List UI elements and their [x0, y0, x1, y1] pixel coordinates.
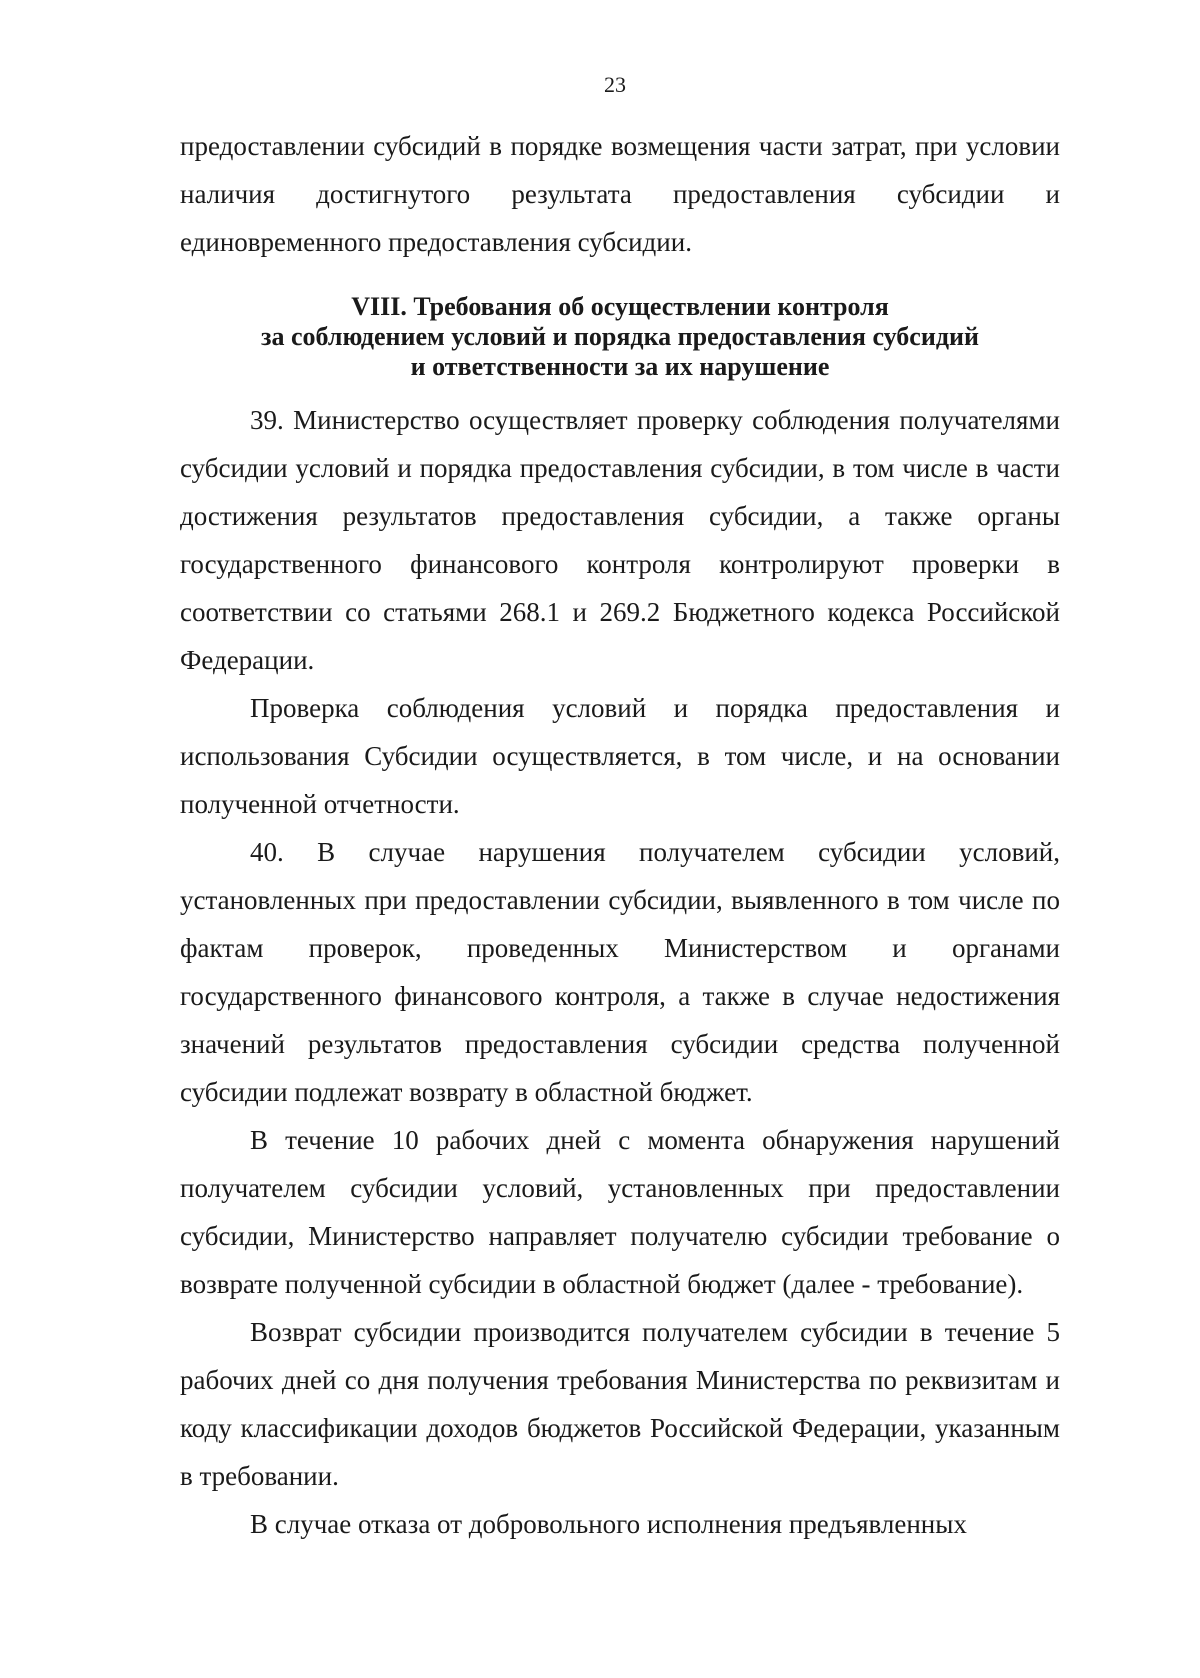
section-heading-line-1: VIII. Требования об осуществлении контроля — [351, 292, 889, 321]
document-body — [180, 122, 1060, 1548]
intro-paragraph: предоставлении субсидий в порядке возмещения части затрат, при условии наличия достигнутого результата предоставления субсидии и единовременного предоставления субсидии. — [180, 131, 1060, 257]
page-number: 23 — [604, 72, 626, 97]
paragraph-check: Проверка соблюдения условий и порядка предоставления и использования Субсидии осуществляется, в том числе, и на основании полученной отчетности. — [180, 693, 1060, 819]
paragraph-refusal: В случае отказа от добровольного исполнения предъявленных — [250, 1509, 967, 1539]
section-heading — [180, 292, 1060, 382]
paragraph-40: 40. В случае нарушения получателем субсидии условий, установленных при предоставлении субсидии, выявленного в том числе по фактам проверок, проведенных Министерством и органами государственного финансового контроля, а также в случае недостижения значений результатов предоставления субсидии средства полученной субсидии подлежат возврату в областной бюджет. — [180, 837, 1060, 1107]
paragraph-refund: Возврат субсидии производится получателем субсидии в течение 5 рабочих дней со дня получения требования Министерства по реквизитам и коду классификации доходов бюджетов Российской Федерации, указанным в требовании. — [180, 1317, 1060, 1491]
section-heading-line-3: и ответственности за их нарушение — [410, 352, 830, 381]
paragraph-39: 39. Министерство осуществляет проверку соблюдения получателями субсидии условий и порядка предоставления субсидии, в том числе в части достижения результатов предоставления субсидии, а также органы государственного финансового контроля контролируют проверки в соответствии со статьями 268.1 и 269.2 Бюджетного кодекса Российской Федерации. — [180, 405, 1060, 675]
paragraph-deadline: В течение 10 рабочих дней с момента обнаружения нарушений получателем субсидии условий, установленных при предоставлении субсидии, Министерство направляет получателю субсидии требование о возврате полученной субсидии в областной бюджет (далее - требование). — [180, 1125, 1060, 1299]
section-heading-line-2: за соблюдением условий и порядка предоставления субсидий — [261, 322, 979, 351]
